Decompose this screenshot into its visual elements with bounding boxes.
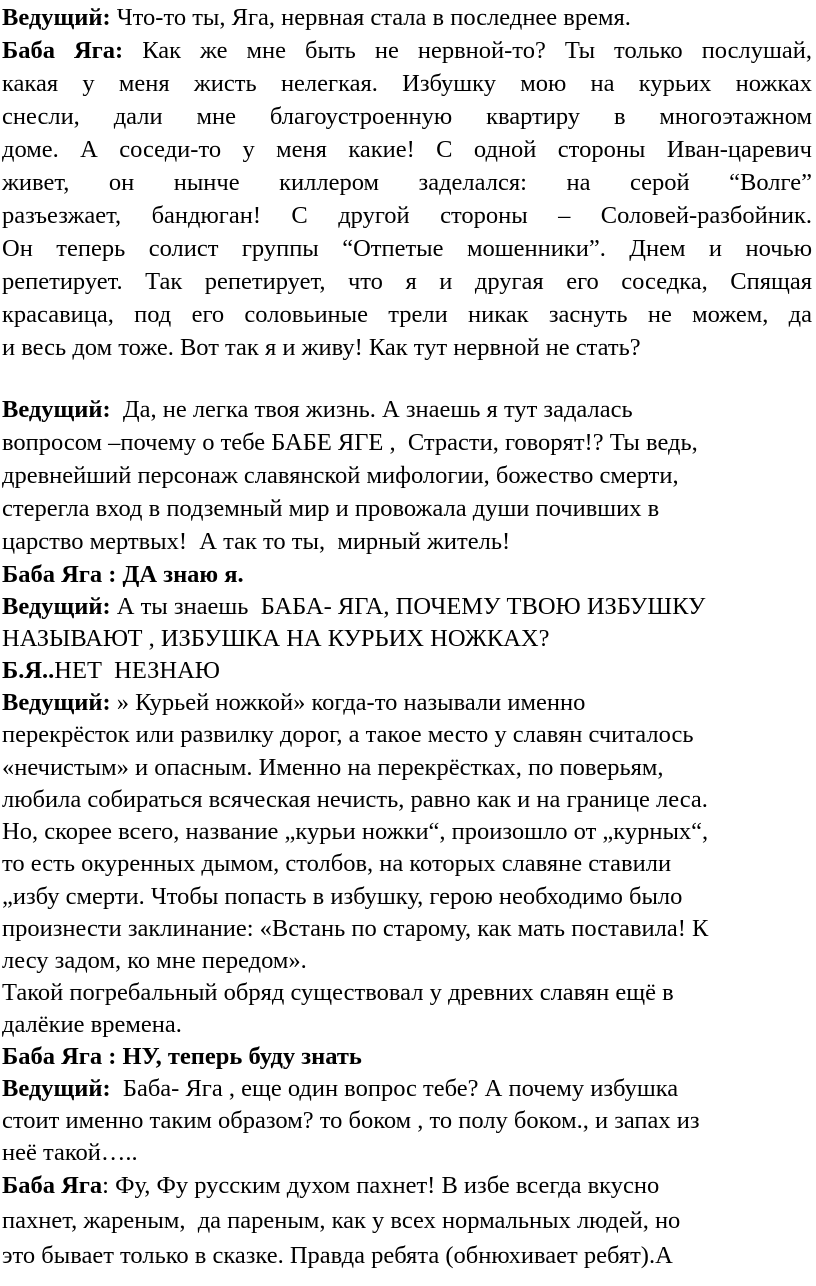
line-text: стерегла вход в подземный мир и провожала души почивших в	[2, 495, 660, 522]
text-line	[2, 949, 307, 974]
text-line	[2, 1244, 673, 1269]
line-text: произнести заклинание: «Встань по старому, как мать поставила! К	[2, 915, 709, 942]
text-line	[2, 105, 812, 130]
text-line	[2, 563, 244, 588]
text-line	[2, 530, 510, 555]
text-line	[2, 1209, 680, 1234]
text-line	[2, 1077, 678, 1102]
text-line	[2, 691, 585, 716]
text-line	[2, 756, 664, 781]
line-text: любила собираться всяческая нечисть, равно как и на границе леса.	[2, 786, 708, 813]
line-text: Он теперь солист группы “Отпетые мошенники”. Днем и ночью	[2, 235, 812, 262]
speaker-label: Б.Я..	[2, 657, 55, 684]
line-text: Такой погребальный обряд существовал у древних славян ещё в	[2, 979, 674, 1006]
line-text: Баба- Яга , еще один вопрос тебе? А почему избушка	[110, 1075, 679, 1102]
text-line	[2, 6, 631, 31]
speaker-label: Ведущий:	[2, 4, 111, 31]
line-text: царство мертвых! А так то ты, мирный житель!	[2, 528, 511, 555]
line-text: неё такой…..	[2, 1139, 138, 1166]
line-text: «нечистым» и опасным. Именно на перекрёстках, по поверьям,	[2, 754, 664, 781]
text-line	[2, 659, 220, 684]
text-line	[2, 1141, 138, 1166]
line-text: Как же мне быть не нервной-то? Ты только послушай,	[123, 37, 812, 64]
text-line	[2, 852, 671, 877]
line-text: далёкие времена.	[2, 1011, 182, 1038]
text-line	[2, 72, 812, 97]
text-line	[2, 1174, 659, 1199]
line-text: доме. А соседи-то у меня какие! С одной стороны Иван-царевич	[2, 136, 812, 163]
line-text: : Фу, Фу русским духом пахнет! В избе всегда вкусно	[102, 1172, 660, 1199]
speaker-label: Ведущий:	[2, 396, 111, 423]
speaker-label: Ведущий:	[2, 593, 111, 620]
text-line	[2, 1013, 182, 1038]
line-text: живет, он нынче киллером заделался: на серой “Волге”	[2, 169, 812, 196]
line-text: то есть окуренных дымом, столбов, на которых славяне ставили	[2, 850, 672, 877]
text-line	[2, 497, 659, 522]
line-text: Но, скорее всего, название „курьи ножки“, произошло от „курных“,	[2, 818, 709, 845]
line-text: снесли, дали мне благоустроенную квартиру в многоэтажном	[2, 103, 812, 130]
speaker-label: Ведущий:	[2, 1075, 111, 1102]
text-line	[2, 1045, 362, 1070]
line-text: это бывает только в сказке. Правда ребята (обнюхивает ребят).А	[2, 1242, 673, 1269]
speaker-label: Баба Яга	[2, 1172, 103, 1199]
line-text: древнейший персонаж славянской мифологии, божество смерти,	[2, 462, 679, 489]
line-text: какая у меня жисть нелегкая. Избушку мою на курьих ножках	[2, 70, 812, 97]
text-line	[2, 39, 812, 64]
line-text: разъезжает, бандюган! С другой стороны – Соловей-разбойник.	[2, 202, 812, 229]
line-text: Что-то ты, Яга, нервная стала в последнее время.	[110, 4, 631, 31]
text-line	[2, 917, 708, 942]
line-text: НАЗЫВАЮТ , ИЗБУШКА НА КУРЬИХ НОЖКАХ?	[2, 625, 550, 652]
speaker-label: Баба Яга:	[2, 37, 124, 64]
line-text: и весь дом тоже. Вот так я и живу! Как тут нервной не стать?	[2, 334, 641, 361]
text-line	[2, 171, 812, 196]
line-text: стоит именно таким образом? то боком , то полу боком., и запах из	[2, 1107, 700, 1134]
text-line	[2, 237, 812, 262]
text-line	[2, 204, 812, 229]
text-line	[2, 336, 641, 361]
line-text: пахнет, жареным, да пареным, как у всех нормальных людей, но	[2, 1207, 681, 1234]
speaker-label: Ведущий:	[2, 689, 111, 716]
text-line	[2, 431, 698, 456]
line-text: А ты знаешь БАБА- ЯГА, ПОЧЕМУ ТВОЮ ИЗБУШКУ	[110, 593, 706, 620]
text-line	[2, 595, 705, 620]
line-text: „избу смерти. Чтобы попасть в избушку, герою необходимо было	[2, 883, 683, 910]
line-text: перекрёсток или развилку дорог, а такое место у славян считалось	[2, 721, 694, 748]
text-line	[2, 820, 708, 845]
text-line	[2, 723, 694, 748]
text-line	[2, 398, 633, 423]
speaker-label: Баба Яга : ДА знаю я.	[2, 561, 244, 588]
line-text: НЕТ НЕЗНАЮ	[54, 657, 220, 684]
text-line	[2, 464, 679, 489]
line-text: красавица, под его соловьиные трели никак заснуть не можем, да	[2, 301, 812, 328]
text-line	[2, 1109, 700, 1134]
line-text: лесу задом, ко мне передом».	[2, 947, 307, 974]
text-line	[2, 270, 812, 295]
line-text: репетирует. Так репетирует, что я и другая его соседка, Спящая	[2, 268, 812, 295]
text-line	[2, 627, 549, 652]
line-text: Да, не легка твоя жизнь. А знаешь я тут задалась	[110, 396, 633, 423]
text-line	[2, 981, 674, 1006]
speaker-label: Баба Яга : НУ, теперь буду знать	[2, 1043, 362, 1070]
text-line	[2, 138, 812, 163]
line-text: » Курьей ножкой» когда-то называли именно	[110, 689, 586, 716]
text-line	[2, 303, 812, 328]
line-text: вопросом –почему о тебе БАБЕ ЯГЕ , Страсти, говорят!? Ты ведь,	[2, 429, 698, 456]
text-line	[2, 885, 682, 910]
text-line	[2, 788, 708, 813]
